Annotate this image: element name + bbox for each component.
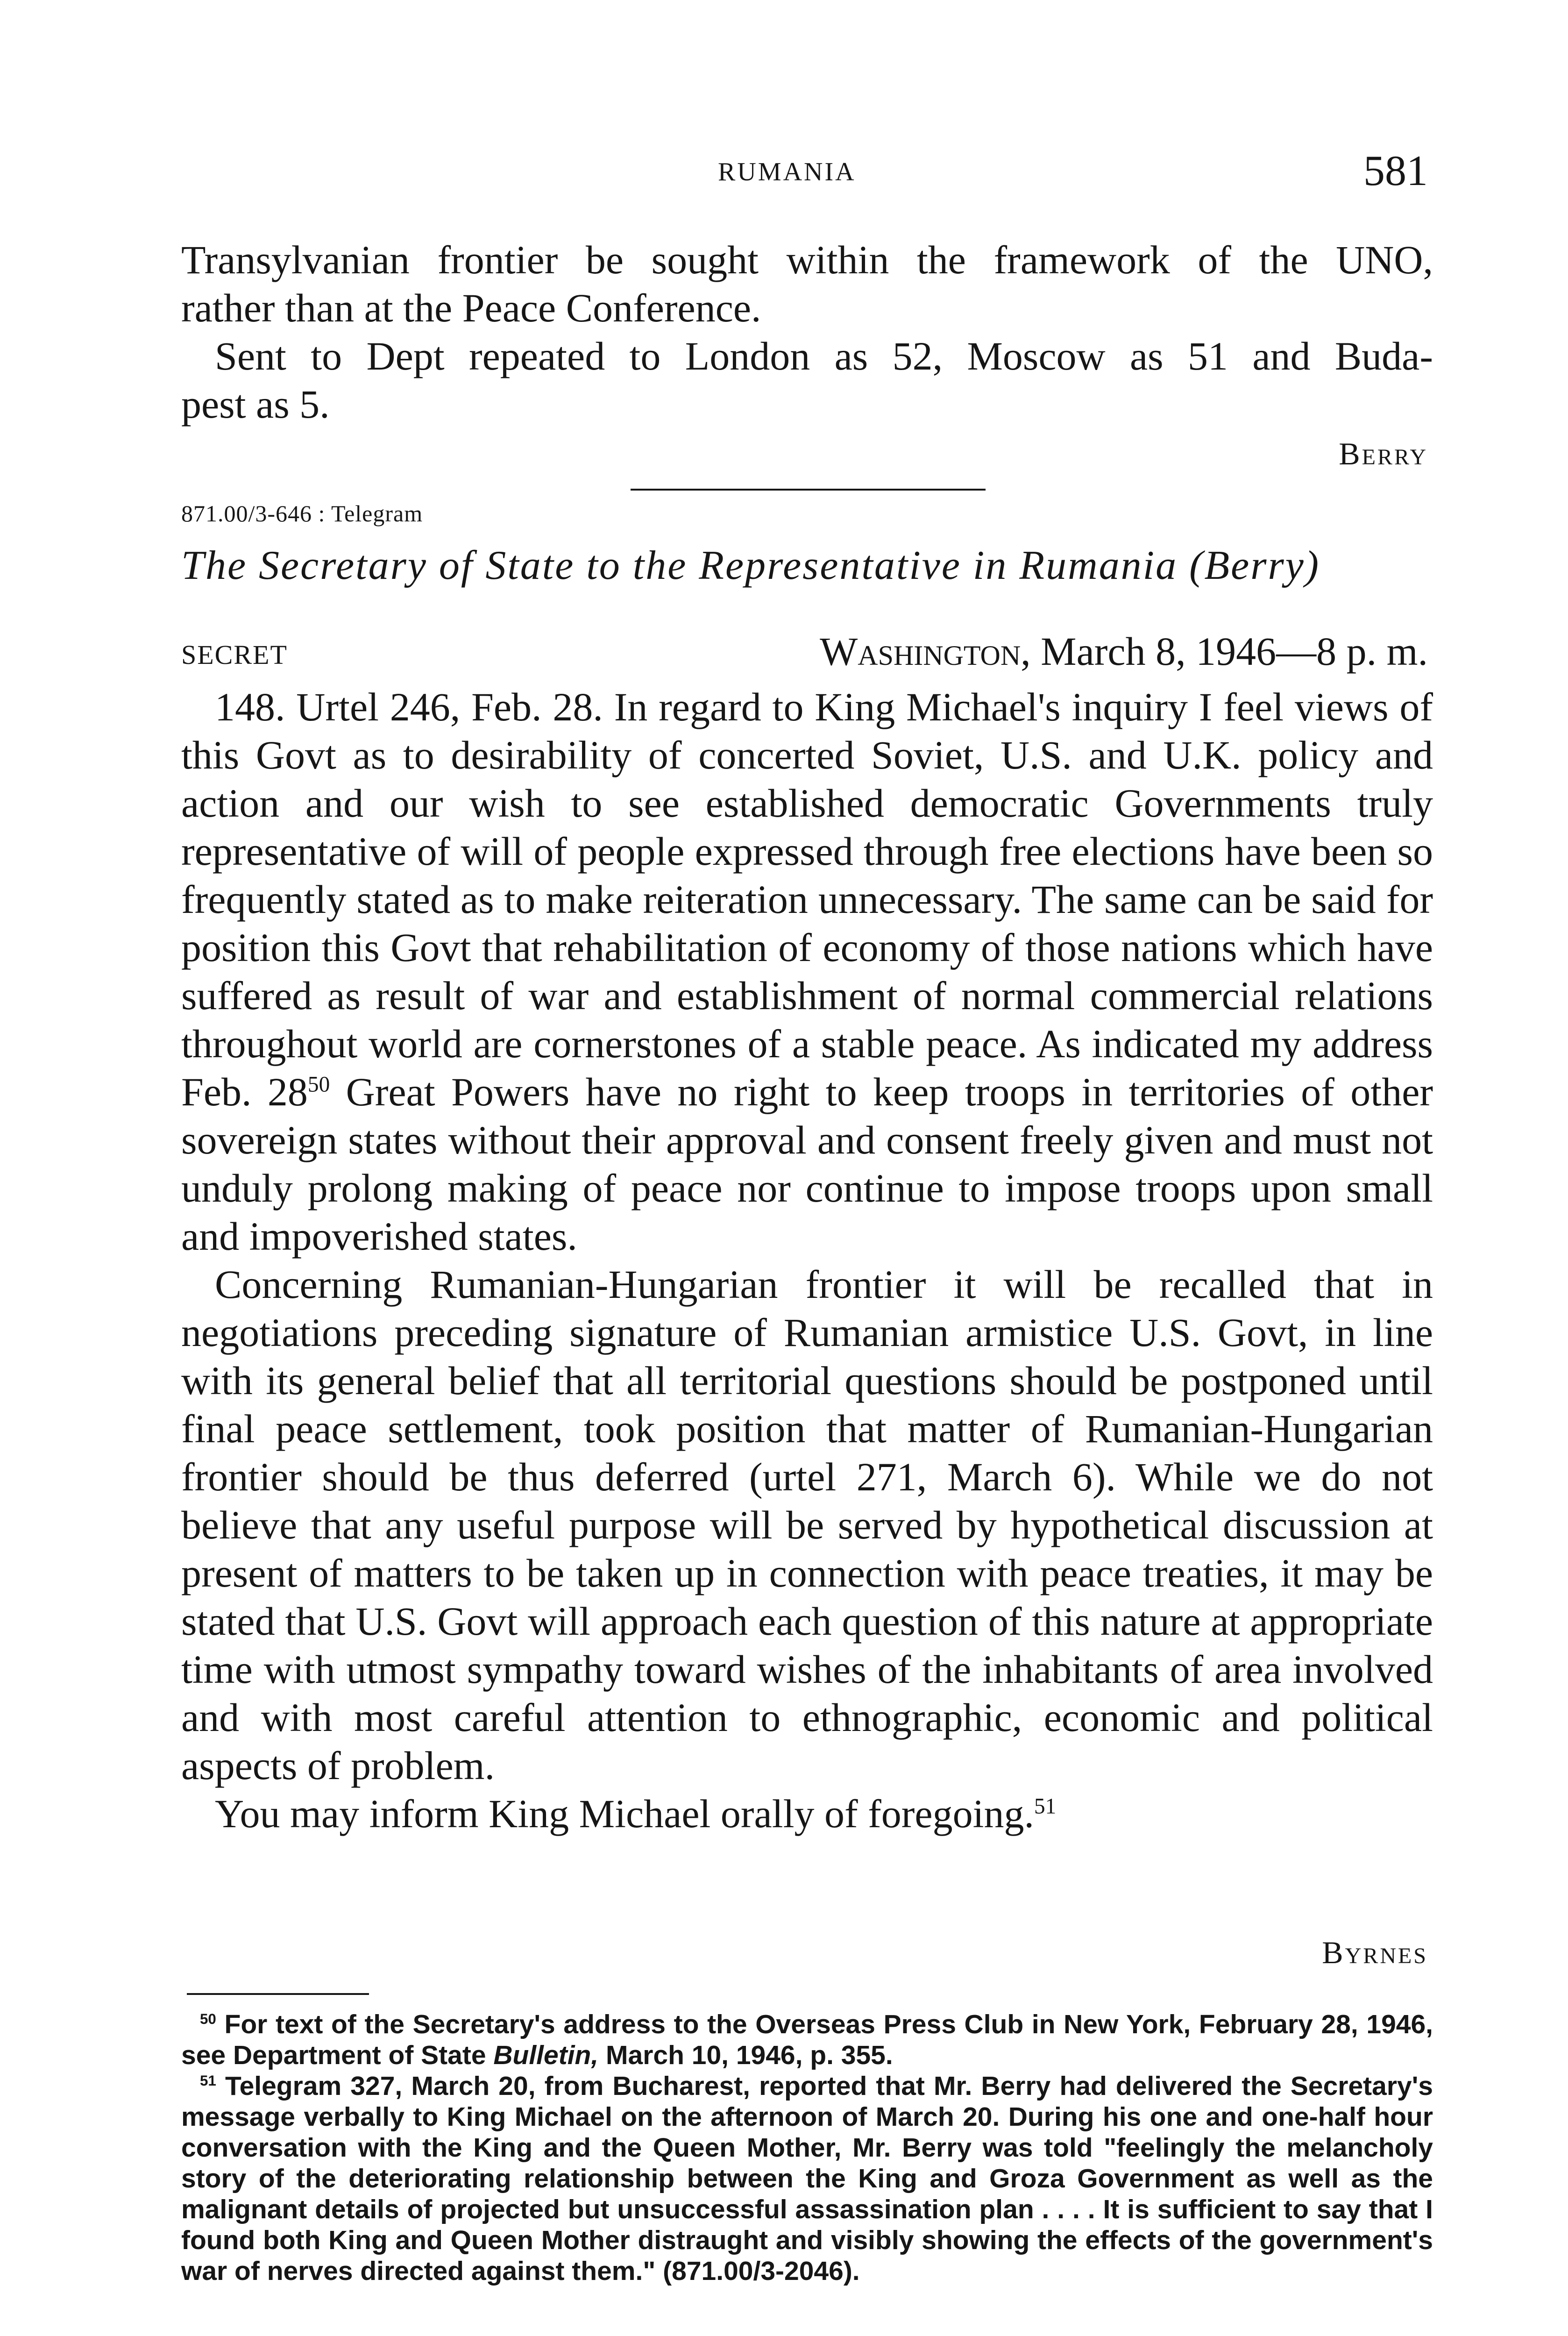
footnote-50-italic: Bulletin,	[493, 2040, 599, 2070]
page-number: 581	[1363, 147, 1428, 194]
dateline-place: Washington,	[820, 629, 1031, 674]
footnote-50-text: For text of the Secretary's address to the Overseas Press Club in New York, February 28, 1946, see Department of State	[181, 2009, 1433, 2070]
footnote-50	[181, 2009, 1433, 2071]
footnote-number-50: 50	[200, 2011, 216, 2027]
footnotes	[181, 2009, 1433, 2286]
paragraph-1-text: 148. Urtel 246, Feb. 28. In regard to King Michael's inquiry I feel views of this Govt as to desirability of concerted Soviet, U.S. and U.K. policy and action and our wish to see established democratic Governments truly representative of will of people expressed through free elections have been so frequently stated as to make reiteration unnecessary. The same can be said for position this Govt that rehabilitation of economy of those nations which have suffered as result of war and establishment of normal commercial relations throughout world are cornerstones of a stable peace. As indicated my address Feb. 28	[181, 684, 1433, 1114]
paragraph-1	[181, 683, 1433, 1261]
paragraph-3-text: You may inform King Michael orally of foregoing.	[215, 1791, 1034, 1836]
file-reference: 871.00/3-646 : Telegram	[181, 500, 423, 527]
footnote-50-text-end: March 10, 1946, p. 355.	[598, 2040, 893, 2070]
telegram-body	[181, 683, 1433, 1838]
document-title: The Secretary of State to the Representative in Rumania (Berry)	[181, 543, 1320, 588]
paragraph-2: Concerning Rumanian-Hungarian frontier it will be recalled that in negotiations preceding signature of Rumanian armistice U.S. Govt, in line with its general belief that all territorial questions should be postponed until final peace settlement, took position that matter of Rumanian-Hungarian frontier should be thus deferred (urtel 271, March 6). While we do not believe that any useful purpose will be served by hypothetical discussion at present of matters to be taken up in connection with peace treaties, it may be stated that U.S. Govt will approach each question of this nature at appropriate time with utmost sympathy toward wishes of the inhabitants of area involved and with most careful attention to ethnographic, economic and political aspects of problem.	[181, 1262, 1433, 1788]
footnote-51-text: Telegram 327, March 20, from Bucharest, reported that Mr. Berry had delivered the Secretary's message verbally to King Michael on the afternoon of March 20. During his one and one-half hour conversation with the King and the Queen Mother, Mr. Berry was told "feelingly the melancholy story of the deteriorating relationship between the King and Groza Government as well as the malignant details of projected but unsuccessful assassination plan . . . . It is sufficient to say that I found both King and Queen Mother distraught and visibly showing the effects of the government's war of nerves directed against them." (871.00/3-2046).	[181, 2071, 1433, 2286]
dateline-date: March 8, 1946—8 p. m.	[1041, 629, 1428, 674]
previous-line-3: Sent to Dept repeated to London as 52, Moscow as 51 and Buda-	[215, 334, 1433, 378]
classification: SECRET	[181, 640, 288, 670]
previous-signature: Berry	[1339, 436, 1428, 471]
section-divider	[631, 489, 986, 491]
footnote-ref-51: 51	[1034, 1794, 1057, 1819]
footnote-divider	[187, 1993, 369, 1995]
previous-line-1: Transylvanian frontier be sought within the framework of the UNO,	[181, 237, 1433, 282]
previous-line-2: rather than at the Peace Conference.	[181, 285, 761, 330]
paragraph-1-text-cont: Great Powers have no right to keep troops in territories of other sovereign states without their approval and consent freely given and must not unduly prolong making of peace nor continue to impose troops upon small and impoverished states.	[181, 1069, 1433, 1259]
previous-line-4: pest as 5.	[181, 382, 330, 427]
footnote-number-51: 51	[200, 2072, 216, 2089]
previous-document-text	[181, 236, 1433, 428]
signature: Byrnes	[1322, 1935, 1428, 1970]
dateline	[820, 628, 1428, 675]
running-head: RUMANIA	[718, 157, 856, 186]
footnote-51	[181, 2071, 1433, 2286]
paragraph-3	[181, 1790, 1433, 1838]
footnote-ref-50: 50	[307, 1072, 330, 1097]
